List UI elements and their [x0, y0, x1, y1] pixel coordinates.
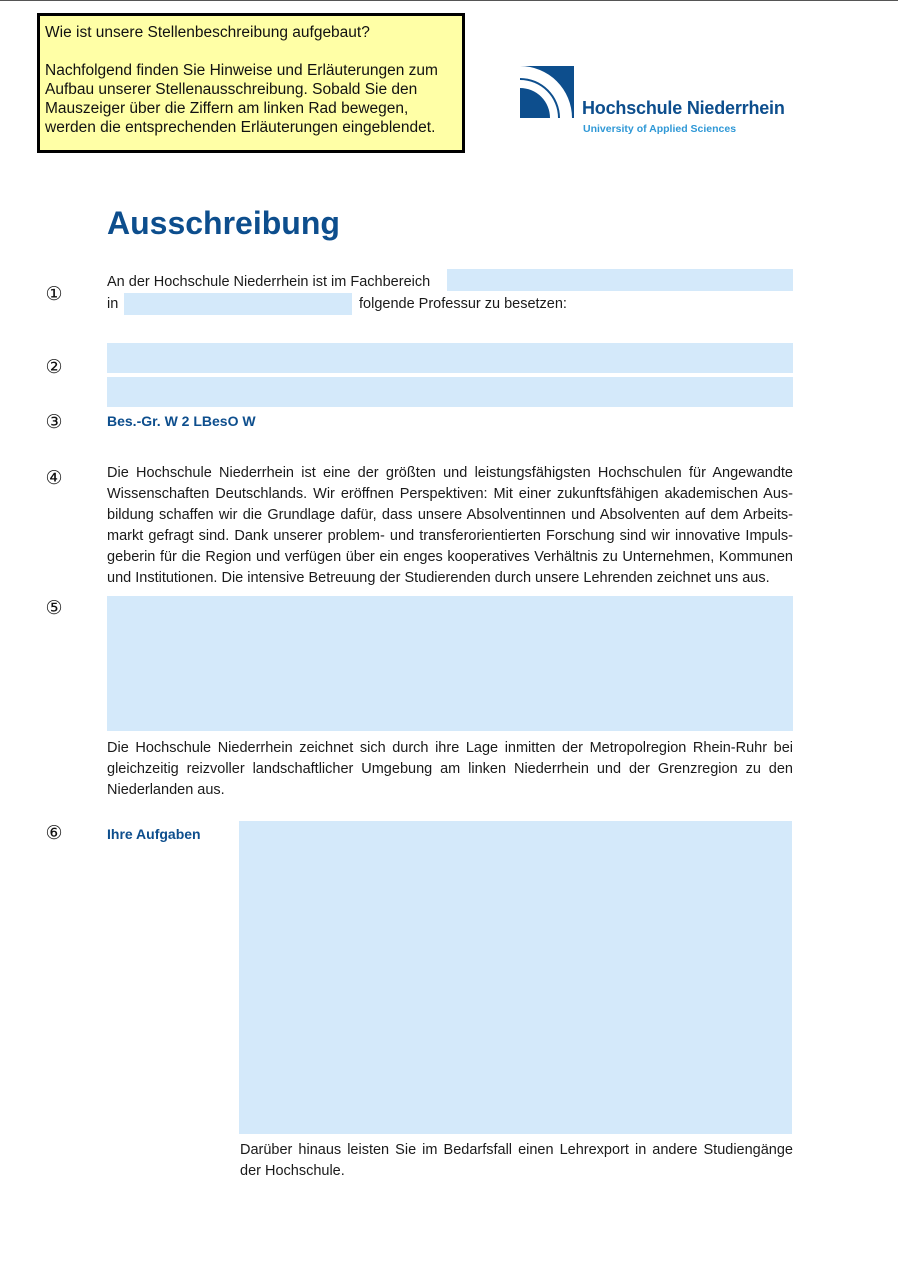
marker-5[interactable]: ⑤ — [45, 598, 63, 619]
tasks-field[interactable] — [239, 821, 792, 1134]
salary-grade: Bes.-Gr. W 2 LBesO W — [107, 413, 256, 429]
professorship-title-field-2[interactable] — [107, 377, 793, 407]
logo-emblem-icon — [520, 66, 574, 118]
marker-1[interactable]: ① — [45, 284, 63, 305]
fachbereich-field[interactable] — [447, 269, 793, 291]
teaching-export-text: Darüber hinaus leisten Sie im Bedarfsfall einen Lehrexport in andere Studiengänge der Hochschule. — [240, 1142, 793, 1179]
section1-line2-suffix: folgende Professur zu besetzen: — [359, 296, 567, 312]
marker-3[interactable]: ③ — [45, 412, 63, 433]
marker-6[interactable]: ⑥ — [45, 823, 63, 844]
university-description: Die Hochschule Niederrhein ist eine der größten und leistungsfähigsten Hochschulen für Angewandte Wissenschaften Deutschlands. Wir eröffnen Perspektiven: Mit einer zukunftsfähigen akademischen Ausbildung schaffen wir die Grundlage dafür, dass unsere Absolventinnen und Absolventen auf dem Arbeitsmarkt gefragt sind. Dank unserer problem- und transferorientierten Forschung sind wir innovative Impulsgeberin für die Region und verfügen über ein enges kooperatives Verhältnis zu Unternehmen, Kommunen und Institutionen. Die intensive Betreuung der Studierenden durch unsere Lehrenden zeichnet uns aus. — [107, 465, 793, 586]
page-title: Ausschreibung — [107, 205, 340, 241]
marker-2[interactable]: ② — [45, 357, 63, 378]
hochschule-logo — [520, 66, 790, 136]
section1-line2-prefix: in — [107, 296, 119, 312]
location-field[interactable] — [124, 293, 352, 315]
info-box-text: Nachfolgend finden Sie Hinweise und Erläuterungen zum Aufbau unserer Stellenausschreibung. Sobald Sie den Mauszeiger über die Ziffern am linken Rad bewegen, werden die entsprechenden Erläuterungen eingeblendet. — [45, 62, 438, 136]
logo-name: Hochschule Niederrhein — [582, 98, 785, 118]
logo-subtitle: University of Applied Sciences — [583, 123, 737, 135]
info-box-title: Wie ist unsere Stellenbeschreibung aufgebaut? — [45, 24, 370, 41]
marker-4[interactable]: ④ — [45, 468, 63, 489]
professorship-title-field-1[interactable] — [107, 343, 793, 373]
location-description: Die Hochschule Niederrhein zeichnet sich durch ihre Lage inmitten der Metropolregion Rhein-Ruhr bei gleichzeitig reizvoller landschaftlicher Umgebung am linken Niederrhein und der Grenzregion zu den Niederlanden aus. — [107, 740, 793, 798]
section1-line1-text: An der Hochschule Niederrhein ist im Fachbereich — [107, 274, 431, 290]
tasks-label: Ihre Aufgaben — [107, 826, 201, 842]
top-border — [0, 0, 898, 1]
department-description-field[interactable] — [107, 596, 793, 731]
help-info-box — [37, 13, 465, 153]
